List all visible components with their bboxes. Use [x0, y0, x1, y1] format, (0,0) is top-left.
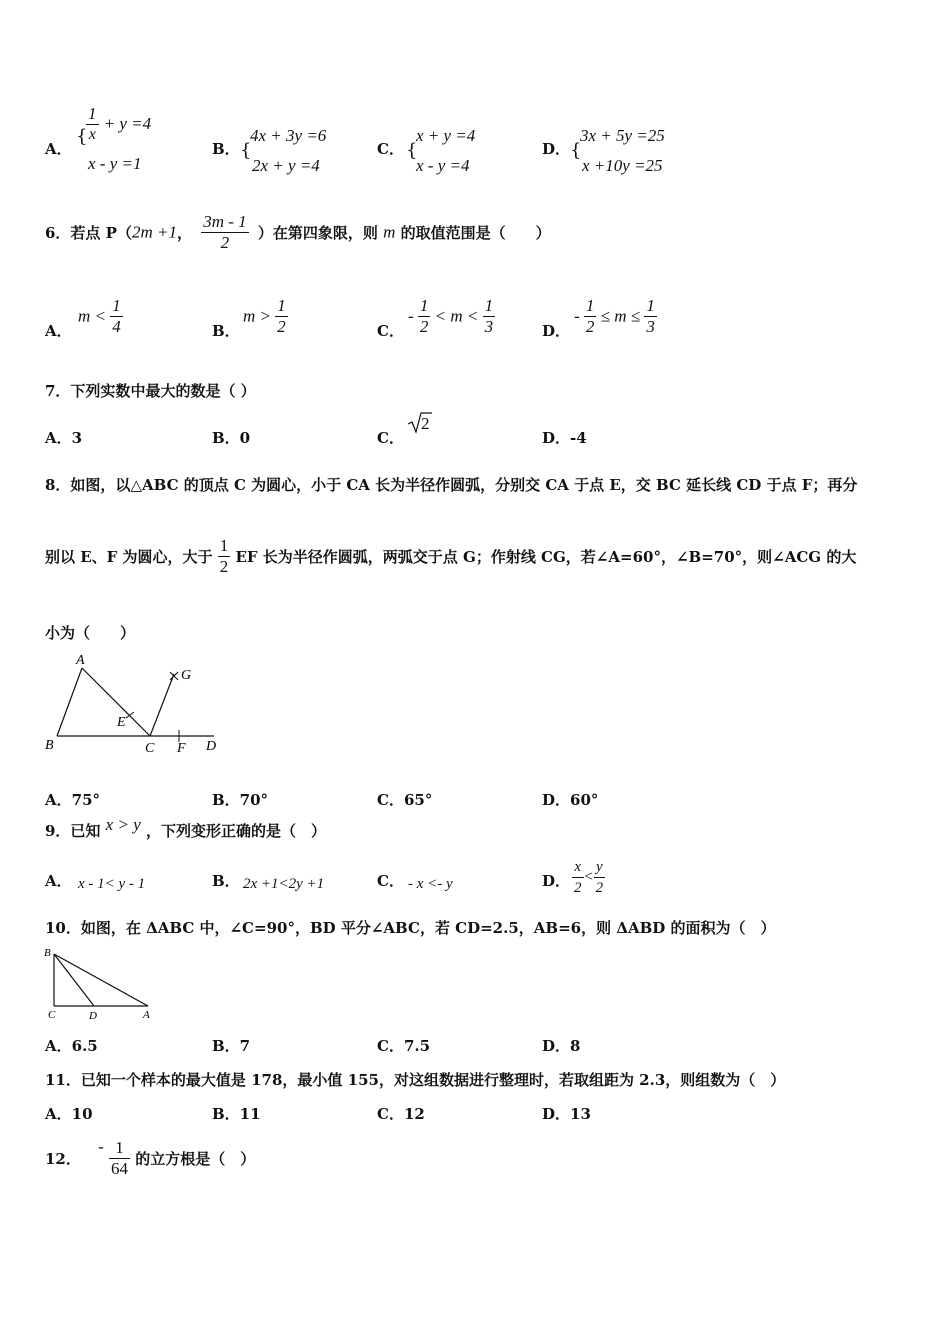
- q9-option-b-label: B．: [212, 872, 240, 890]
- q6-option-a: m < $\frac{1}{4}$: [78, 296, 121, 336]
- q11-option-b: B．11: [212, 1105, 261, 1123]
- q9-stem: 9．已知 x > y ，下列变形正确的是（ ）: [45, 815, 326, 840]
- q6-fraction: $\frac{3m - 1}{2}$: [203, 212, 247, 252]
- q11-option-a: A．10: [45, 1105, 93, 1123]
- q5-b-eq1: 4x + 3y =6: [250, 126, 327, 145]
- q6-option-b-label: B．: [212, 322, 240, 340]
- q8-stem-line1: 8．如图，以△ABC 的顶点 C 为圆心，小于 CA 长为半径作圆弧，分别交 CA 于点 E，交 BC 延长线 CD 于点 F；再分: [45, 476, 858, 494]
- line-bd: [54, 954, 94, 1006]
- q9-condition: x > y: [105, 815, 141, 834]
- q5-a-den: x: [88, 126, 96, 143]
- q10-stem: 10．如图，在 ΔABC 中，∠C=90°，BD 平分∠ABC，若 CD=2.5，AB=6，则 ΔABD 的面积为（ ）: [45, 919, 776, 937]
- q5-c-eq1: x + y =4: [416, 126, 476, 145]
- q10-option-c: C．7.5: [377, 1037, 431, 1055]
- label-f: F: [177, 741, 186, 756]
- label-a: A: [143, 1009, 150, 1021]
- q7-option-c: C．: [377, 429, 404, 447]
- q7-option-d: D．-4: [542, 429, 587, 447]
- label-e: E: [117, 715, 126, 730]
- q11-option-c: C．12: [377, 1105, 425, 1123]
- q5-a-eq2: x - y =1: [88, 154, 142, 173]
- q8-option-a: A．75°: [45, 791, 101, 809]
- q8-stem-line3: 小为（ ）: [45, 624, 136, 642]
- q8-stem-line2: 别以 E、F 为圆心，大于 $\frac{1}{2}$ EF 长为半径作圆弧，两弧交于点 G；作射线 CG，若∠A=60°，∠B=70°，则∠ACG 的大: [45, 536, 857, 576]
- q5-a-eq1-rest: + y =4: [103, 114, 152, 133]
- label-d: D: [206, 739, 217, 754]
- q5-c-eq2: x - y =4: [416, 156, 470, 175]
- q5-option-d: [542, 138, 570, 159]
- q5-a-label: A．: [45, 140, 72, 158]
- label-d: D: [89, 1010, 97, 1022]
- q9-option-a-label: A．: [45, 872, 72, 890]
- q10-option-b: B．7: [212, 1037, 251, 1055]
- q9-option-d-label: D．: [542, 872, 571, 890]
- q5-option-c: [377, 138, 404, 159]
- q7-option-a: A．3: [45, 429, 83, 447]
- label-g: G: [181, 668, 192, 683]
- q10-option-a: A．6.5: [45, 1037, 98, 1055]
- q5-a-num: 1: [88, 104, 97, 123]
- q8-figure: [42, 648, 232, 758]
- q9-option-c-label: C．: [377, 872, 404, 890]
- q9-option-d: $\frac{x}{2}$ < $\frac{y}{2}$: [574, 859, 604, 896]
- q5-b-label: B．: [212, 140, 240, 158]
- q11-option-d: D．13: [542, 1105, 591, 1123]
- q6-option-a-label: A．: [45, 322, 72, 340]
- q5-option-a: [45, 138, 72, 159]
- q5-d-eq1: 3x + 5y =25: [580, 126, 665, 145]
- line-ab: [57, 668, 82, 736]
- q11-stem: 11．已知一个样本的最大值是 178，最小值 155，对这组数据进行整理时，若取组距为 2.3，则组数为（ ）: [45, 1071, 786, 1089]
- q7-option-c-sqrt: 2: [406, 410, 432, 440]
- q5-option-b: [212, 138, 240, 159]
- q6-option-c: - $\frac{1}{2}$ < m < $\frac{1}{3}$: [408, 296, 494, 336]
- label-b: B: [44, 947, 51, 959]
- q7-option-b: B．0: [212, 429, 251, 447]
- q6-coord1: 2m +1: [131, 222, 177, 242]
- q8-option-b: B．70°: [212, 791, 269, 809]
- label-b: B: [45, 738, 54, 753]
- q12-stem: 12． - $\frac{1}{64}$ 的立方根是（ ）: [45, 1136, 256, 1178]
- q9-option-a: x - 1< y - 1: [78, 876, 146, 892]
- q8-option-d: D．60°: [542, 791, 599, 809]
- q6-stem: 6．若点 P（2m +1， $\frac{3m - 1}{2}$ ）在第四象限，则 m 的取值范围是（ ）: [45, 212, 551, 252]
- q6-option-b: m > $\frac{1}{2}$: [243, 296, 286, 336]
- label-c: C: [48, 1009, 56, 1021]
- q6-option-d-label: D．: [542, 322, 571, 340]
- line-ba: [54, 954, 148, 1006]
- q8-option-c: C．65°: [377, 791, 433, 809]
- q5-c-label: C．: [377, 140, 404, 158]
- q10-option-d: D．8: [542, 1037, 581, 1055]
- label-a: A: [76, 653, 85, 668]
- q6-option-c-label: C．: [377, 322, 404, 340]
- ray-cg: [150, 674, 174, 736]
- q5-d-eq2: x +10y =25: [582, 156, 663, 175]
- line-ac: [82, 668, 150, 736]
- q5-b-eq2: 2x + y =4: [252, 156, 320, 175]
- q10-figure: [42, 944, 162, 1022]
- q5-d-label: D．: [542, 140, 571, 158]
- q7-stem: 7．下列实数中最大的数是（ ）: [45, 382, 256, 400]
- q6-option-d: - $\frac{1}{2}$ ≤ m ≤ $\frac{1}{3}$: [574, 296, 655, 336]
- q9-option-b: 2x +1<2y +1: [243, 876, 325, 892]
- q9-option-c: - x <- y: [408, 876, 453, 892]
- label-c: C: [145, 741, 155, 756]
